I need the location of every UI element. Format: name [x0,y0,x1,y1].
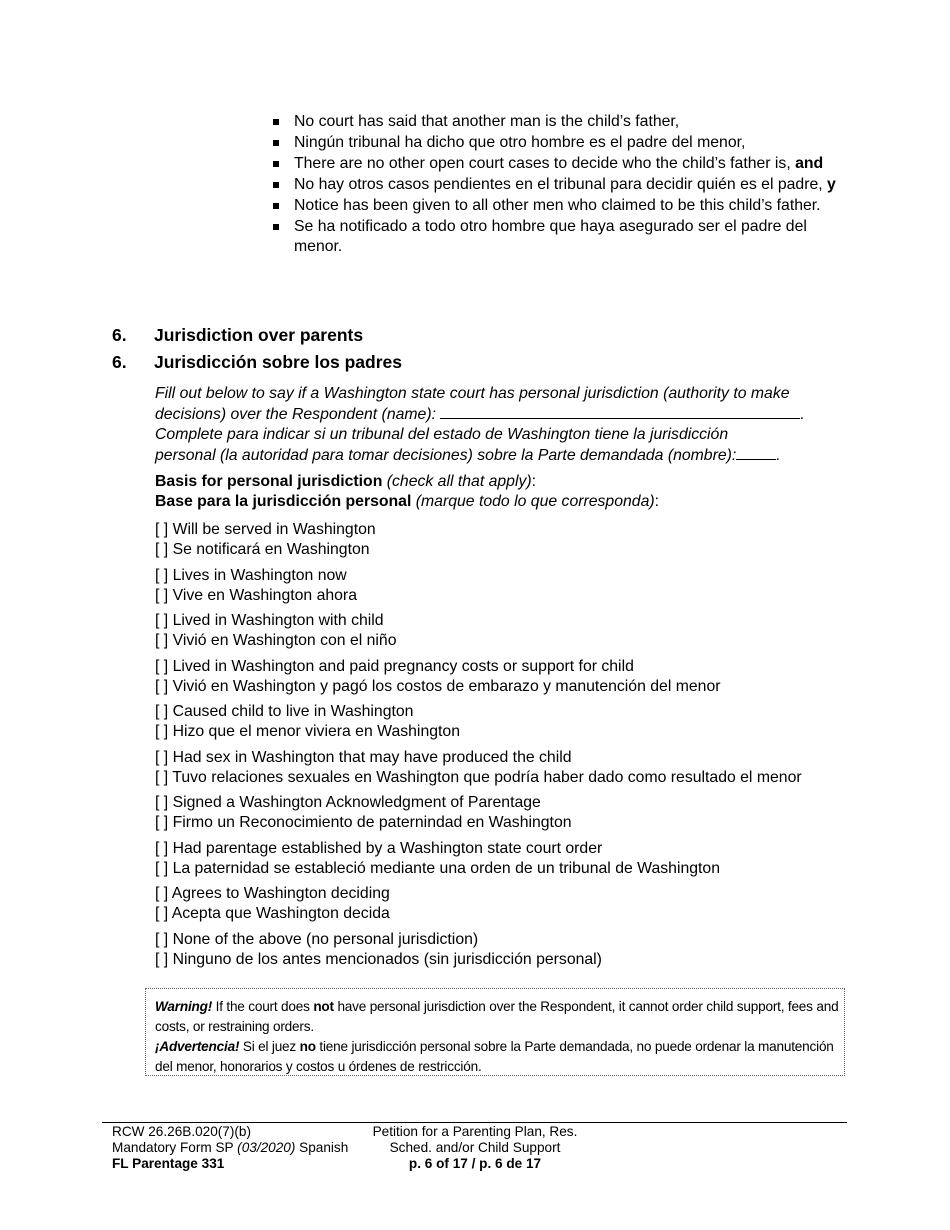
bullet-connector: and [795,155,824,172]
bullet-item [271,133,851,153]
section-number: 6. [112,325,127,345]
basis-hint-es: (marque todo lo que corresponda) [415,493,655,510]
checkbox[interactable]: [ ] [155,703,169,720]
jurisdiction-option[interactable]: [ ] None of the above (no personal jurisdiction) [ ] Ninguno de los antes mencionados (sin jurisdicción personal) [155,930,602,968]
section-heading-en [112,325,363,346]
warning-label: Warning! [155,999,213,1014]
bullet-connector: y [827,176,836,193]
checkbox[interactable]: [ ] [155,723,169,740]
basis-label-es: Base para la jurisdicción personal [155,493,412,510]
checkbox[interactable]: [ ] [155,839,169,857]
section-heading-es [112,352,402,373]
footer-statute: RCW 26.26B.020(7)(b) [112,1124,252,1139]
checkbox[interactable]: [ ] [155,612,169,629]
intro-es-line2: personal (la autoridad para tomar decisiones) sobre la Parte demandada (nombre): . [155,447,781,464]
bullet-text: No hay otros casos pendientes en el tribunal para decidir quién es el padre, [294,176,823,193]
checkbox[interactable]: [ ] [155,859,169,877]
footer-form-info [112,1124,348,1172]
checkbox[interactable]: [ ] [155,586,169,604]
jurisdiction-option[interactable]: [ ] Lived in Washington and paid pregnancy costs or support for child [ ] Vivió en Washington y pagó los costos de embarazo y manutención del menor [155,657,721,695]
warning-label-es: ¡Advertencia! [155,1039,240,1054]
bullet-text: There are no other open court cases to decide who the child’s father is, [294,155,791,172]
bullet-item [271,112,851,132]
warning-en-line1: Warning! If the court does not have personal jurisdiction over the Respondent, it cannot order child support, fees and [155,999,839,1014]
checkbox[interactable]: [ ] [155,905,169,922]
basis-label-en: Basis for personal jurisdiction [155,473,383,490]
respondent-name-field-es[interactable] [736,445,776,460]
checkbox[interactable]: [ ] [155,541,169,558]
footer-form-id: FL Parentage 331 [112,1156,225,1171]
criteria-bullet-list [271,112,851,258]
checkbox[interactable]: [ ] [155,748,169,766]
checkbox[interactable]: [ ] [155,521,169,538]
warning-es-line1: ¡Advertencia! Si el juez no tiene jurisdicción personal sobre la Parte demandada, no puede ordenar la manutención [155,1039,834,1054]
intro-en-line2: decisions) over the Respondent (name): . [155,406,805,423]
footer-doc-title [370,1124,580,1172]
checkbox[interactable]: [ ] [155,885,169,902]
bullet-item [271,217,851,257]
basis-heading: Basis for personal jurisdiction (check all that apply): Base para la jurisdicción personal (marque todo lo que corresponda): [155,473,660,510]
jurisdiction-option[interactable]: [ ] Had sex in Washington that may have produced the child [ ] Tuvo relaciones sexuales en Washington que podría haber dado como resultado el menor [155,748,802,786]
footer-page-number: p. 6 of 17 / p. 6 de 17 [408,1156,542,1171]
jurisdiction-option[interactable]: [ ] Lives in Washington now [ ] Vive en Washington ahora [155,566,357,604]
respondent-instructions [155,384,855,466]
warning-box [145,988,845,1076]
checkbox[interactable]: [ ] [155,677,169,695]
intro-en-line1: Fill out below to say if a Washington state court has personal jurisdiction (authority to make [155,385,790,402]
warning-en-line2: costs, or restraining orders. [155,1019,314,1034]
checkbox[interactable]: [ ] [155,768,169,786]
checkbox[interactable]: [ ] [155,930,169,948]
bullet-text: Se ha notificado a todo otro hombre que haya asegurado ser el padre del menor. [294,218,807,255]
warning-es-line2: del menor, honorarios y costos u órdenes de restricción. [155,1059,482,1074]
footer-divider [102,1122,847,1123]
bullet-item [271,154,851,174]
footer-title-line1: Petition for a Parenting Plan, Res. [372,1124,578,1139]
jurisdiction-option[interactable]: [ ] Agrees to Washington deciding [ ] Acepta que Washington decida [155,885,390,922]
footer-title-line2: Sched. and/or Child Support [389,1140,561,1155]
bullet-text: Notice has been given to all other men who claimed to be this child’s father. [294,197,821,214]
checkbox[interactable]: [ ] [155,950,169,968]
bullet-item [271,175,851,195]
jurisdiction-option[interactable]: [ ] Had parentage established by a Washington state court order [ ] La paternidad se estableció mediante una orden de un tribunal de Washington [155,839,720,877]
jurisdiction-option[interactable]: [ ] Lived in Washington with child [ ] Vivió en Washington con el niño [155,612,397,649]
section-number: 6. [112,352,127,372]
checkbox[interactable]: [ ] [155,794,169,811]
footer-form: Mandatory Form SP (03/2020) Spanish [112,1140,349,1155]
intro-es-line1: Complete para indicar si un tribunal del estado de Washington tiene la jurisdicción [155,426,729,443]
bullet-text: Ningún tribunal ha dicho que otro hombre es el padre del menor, [294,134,746,151]
section-title-es: Jurisdicción sobre los padres [154,352,402,372]
section-title-en: Jurisdiction over parents [154,325,364,345]
bullet-text: No court has said that another man is the child’s father, [294,113,680,130]
jurisdiction-option[interactable]: [ ] Signed a Washington Acknowledgment of Parentage [ ] Firmo un Reconocimiento de paternindad en Washington [155,794,572,831]
checkbox[interactable]: [ ] [155,632,169,649]
jurisdiction-option[interactable]: [ ] Caused child to live in Washington [ ] Hizo que el menor viviera en Washington [155,703,460,740]
jurisdiction-option[interactable]: [ ] Will be served in Washington [ ] Se notificará en Washington [155,521,376,558]
jurisdiction-options [155,520,802,975]
checkbox[interactable]: [ ] [155,657,169,675]
bullet-item [271,196,851,216]
checkbox[interactable]: [ ] [155,566,169,584]
respondent-name-field[interactable] [440,404,800,419]
basis-hint-en: (check all that apply) [386,473,532,490]
checkbox[interactable]: [ ] [155,814,169,831]
